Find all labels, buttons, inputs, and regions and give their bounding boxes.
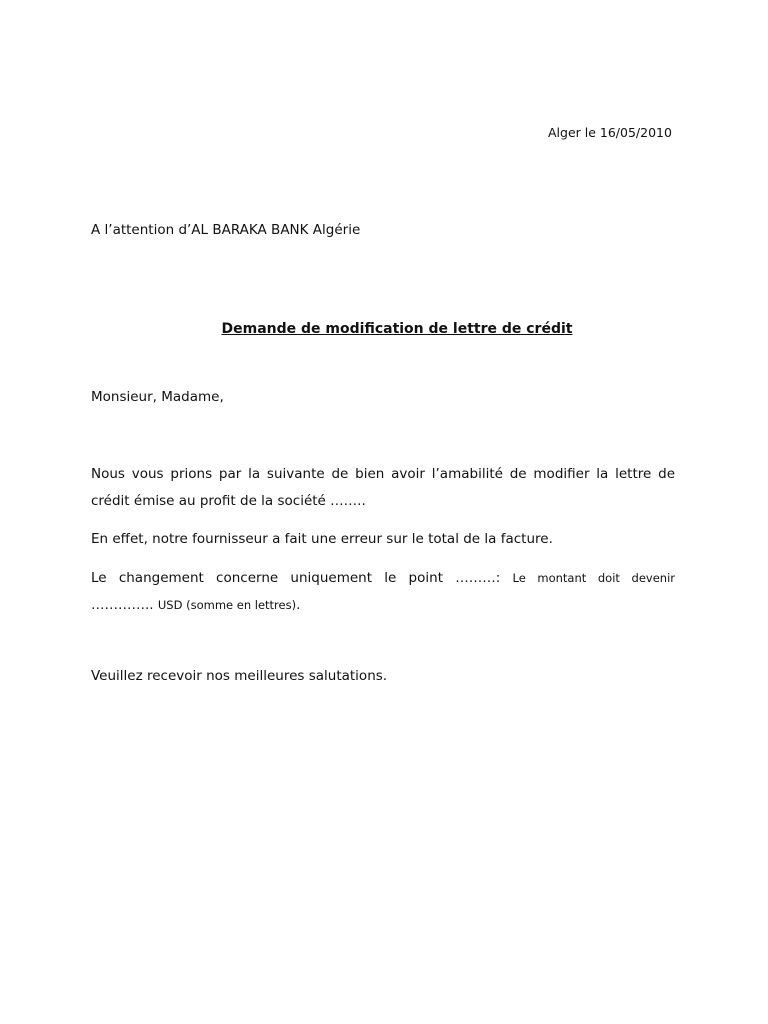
letter-paragraph-2: En effet, notre fournisseur a fait une erreur sur le total de la facture. xyxy=(91,531,553,547)
paragraph-3-line-2-end: . xyxy=(296,597,301,613)
letter-recipient: A l’attention d’AL BARAKA BANK Algérie xyxy=(91,222,361,238)
paragraph-3-line-2-mid: USD (somme en lettres) xyxy=(157,598,297,612)
letter-paragraph-1: Nous vous prions par la suivante de bien avoir l’amabilité de modifier la lettre de crédit émise au profit de la société …….. xyxy=(91,466,675,509)
paragraph-3-line-1-end: Le montant doit devenir xyxy=(512,571,675,585)
letter-paragraph-3-line-2 xyxy=(91,597,300,613)
letter-closing: Veuillez recevoir nos meilleures salutations. xyxy=(91,668,388,684)
letter-paragraph-3 xyxy=(91,565,675,619)
letter-salutation: Monsieur, Madame, xyxy=(91,389,224,405)
paragraph-3-line-1-start: Le changement concerne uniquement le point ………: xyxy=(91,570,513,586)
paragraph-3-line-2-start: ………….. xyxy=(91,597,158,613)
letter-date: Alger le 16/05/2010 xyxy=(548,125,672,140)
letter-subject: Demande de modification de lettre de crédit xyxy=(221,321,573,337)
letter-paragraph-3-line-1 xyxy=(91,565,675,592)
